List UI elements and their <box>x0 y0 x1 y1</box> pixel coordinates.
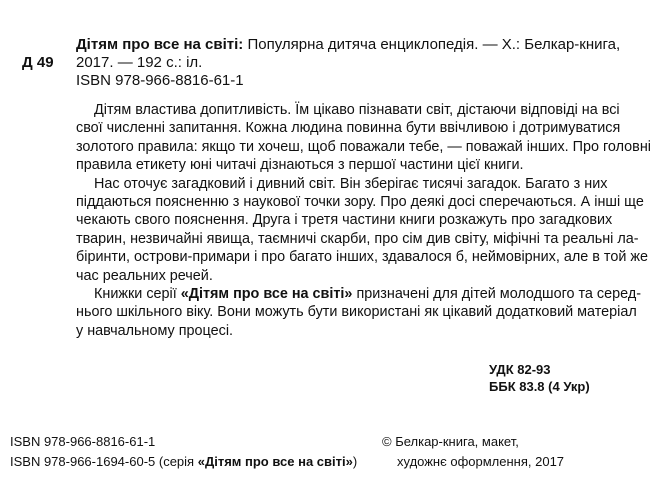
p2-line: тварин, незвичайні явища, таємничі скарби, про сім див світу, міфічні та реальні ла- <box>76 230 639 247</box>
p2-line: час реальних речей. <box>76 267 213 284</box>
p2-line: Нас оточує загадковий і дивний світ. Він зберігає тисячі загадок. Багато з них <box>94 175 608 192</box>
p1-line: золотого правила: якщо ти хочеш, щоб поважали тебе, — поважай інших. Про головні <box>76 138 651 155</box>
year-pages: 2017. — 192 с.: іл. <box>76 54 203 71</box>
p2-line: чекають свого пояснення. Друга і третя частини книги розкажуть про загадкових <box>76 212 613 229</box>
p3-line: у навчальному процесі. <box>76 322 234 339</box>
book-subtitle: Популярна дитяча енциклопедія. — Х.: Белкар-книга, <box>247 36 621 53</box>
bbk-code: ББК 83.8 (4 Укр) <box>489 379 590 394</box>
book-title: Дітям про все на світі: <box>76 36 244 53</box>
p1-line: свої численні запитання. Кожна людина повинна бути ввічливою і дотримуватися <box>76 120 621 137</box>
p2-line: біринти, острови-примари і про багато інших, здавалося б, неймовірних, але в той же <box>76 249 648 266</box>
p3-line: нього шкільного віку. Вони можуть бути використані як цікавий додатковий матеріал <box>76 304 637 321</box>
footer-isbn-1: ISBN 978-966-8816-61-1 <box>10 434 156 449</box>
annotation <box>76 101 651 340</box>
footer-series-name: «Дітям про все на світі» <box>197 454 353 469</box>
catalog-code: Д 49 <box>22 54 54 71</box>
udk-code: УДК 82-93 <box>489 362 551 377</box>
p3-line: Книжки серії «Дітям про все на світі» призначені для дітей молодшого та серед- <box>94 286 642 303</box>
p1-line: Дітям властива допитливість. Їм цікаво пізнавати світ, дістаючи відповіді на всі <box>94 102 620 118</box>
p1-line: правила етикету юні читачі дізнаються з першої частини цієї книги. <box>76 157 524 174</box>
series-name: «Дітям про все на світі» <box>180 286 353 303</box>
p2-line: піддаються поясненню з наукової точки зору. Про деякі досі сперечаються. А інші ще <box>76 194 644 211</box>
header-line-1 <box>76 35 621 54</box>
copyright-line-2: художнє оформлення, 2017 <box>397 454 565 469</box>
header-isbn: ISBN 978-966-8816-61-1 <box>76 72 244 89</box>
copyright-line-1: © Белкар-книга, макет, <box>382 434 519 449</box>
footer-isbn-2: ISBN 978-966-1694-60-5 (серія «Дітям про все на світі») <box>10 454 358 469</box>
